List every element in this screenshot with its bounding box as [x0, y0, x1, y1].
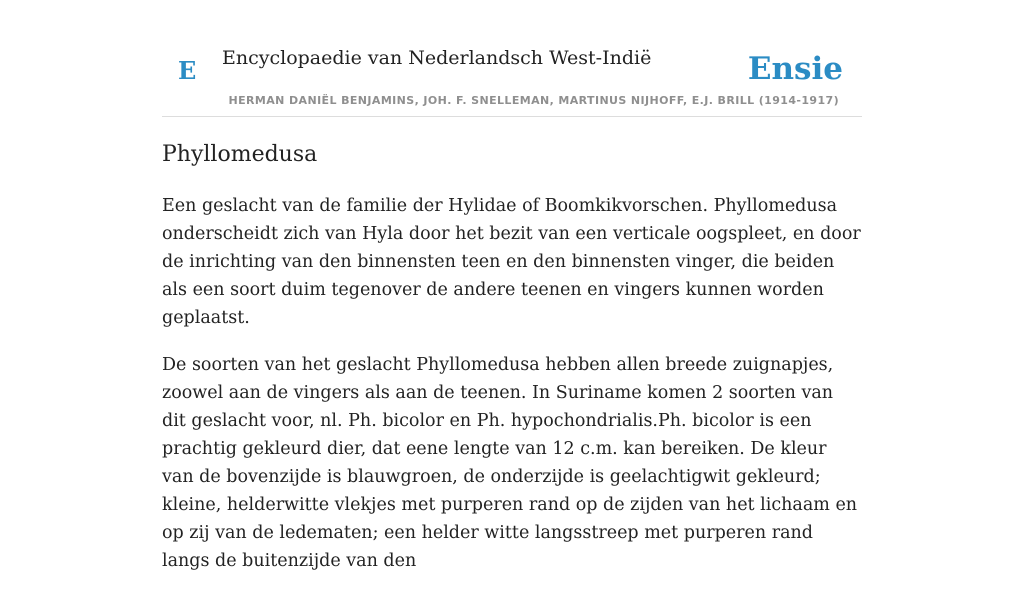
entry-paragraph: De soorten van het geslacht Phyllomedusa hebben allen breede zuignapjes, zoowel aan de vingers als aan de teenen. In Suriname komen 2 soorten van dit geslacht voor, nl. Ph. bicolor en Ph. hypochondrialis.Ph. bicolor is een prachtig gekleurd dier, dat eene lengte van 12 c.m. kan bereiken. De kleur van de bovenzijde is blauwgroen, de onderzijde is geelachtigwit gekleurd; kleine, helderwitte vlekjes met purperen rand op de zijden van het lichaam en op zij van de ledematen; een helder witte langsstreep met purperen rand langs de buitenzijde van den [162, 355, 858, 571]
entry-title: Phyllomedusa [162, 142, 318, 167]
header [162, 0, 862, 117]
entry-paragraph: Een geslacht van de familie der Hylidae of Boomkikvorschen. Phyllomedusa onderscheidt zich van Hyla door het bezit van een verticale oogspleet, en door de inrichting van den binnensten teen en den binnensten vinger, die beiden als een soort duim tegenover de andere teenen en vingers kunnen worden geplaatst. [162, 196, 861, 328]
authors-line: HERMAN DANIËL BENJAMINS, JOH. F. SNELLEMAN, MARTINUS NIJHOFF, E.J. BRILL (1914-1917) [228, 94, 839, 107]
entry-body [162, 192, 862, 594]
ensie-logo-link[interactable]: Ensie [747, 51, 843, 87]
book-title-link[interactable]: Encyclopaedie van Nederlandsch West-Indië [222, 47, 652, 69]
page [162, 0, 862, 571]
encyclopedia-logo[interactable]: E [178, 56, 197, 85]
